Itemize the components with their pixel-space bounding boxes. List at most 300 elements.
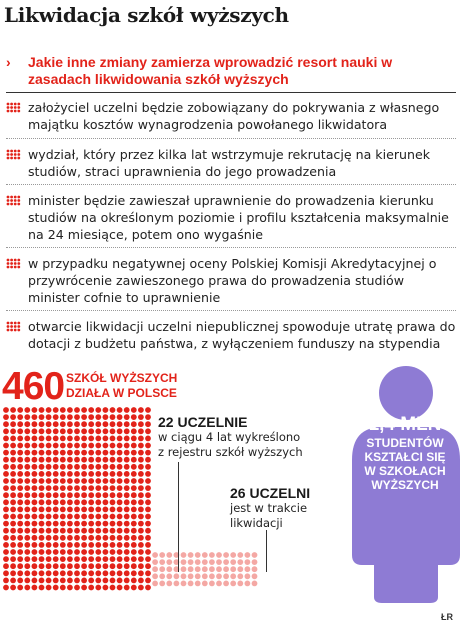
school-dot <box>117 535 123 541</box>
school-dot <box>74 471 80 477</box>
school-dot <box>145 407 151 413</box>
school-dot <box>110 471 116 477</box>
closed-school-dot <box>216 581 222 587</box>
list-item-text: otwarcie likwidacji uczelni niepublicznej spowoduje utratę prawa do dotacji z budżetu państwa, z wyłączeniem funduszy na stypendia <box>28 319 456 351</box>
school-dot <box>3 528 9 534</box>
school-dot <box>67 492 73 498</box>
closed-school-dot <box>152 552 158 558</box>
school-dot <box>117 428 123 434</box>
school-dot <box>74 542 80 548</box>
school-dot <box>60 499 66 505</box>
school-dot <box>10 436 16 442</box>
school-dot <box>81 450 87 456</box>
school-dot <box>46 507 52 513</box>
school-dot <box>103 528 109 534</box>
school-dot <box>138 485 144 491</box>
school-dot <box>74 443 80 449</box>
school-dot <box>117 528 123 534</box>
school-dot <box>103 570 109 576</box>
liquidation-stat <box>230 485 310 531</box>
school-dot <box>124 407 130 413</box>
school-dot <box>32 421 38 427</box>
school-dot <box>131 428 137 434</box>
school-dot <box>131 407 137 413</box>
school-dot <box>95 528 101 534</box>
school-dot <box>67 549 73 555</box>
school-dot <box>46 521 52 527</box>
closed-school-dot <box>195 552 201 558</box>
school-dot <box>131 542 137 548</box>
school-dot <box>88 421 94 427</box>
school-dot <box>67 542 73 548</box>
school-dot <box>67 421 73 427</box>
school-dot <box>10 507 16 513</box>
school-dot <box>10 428 16 434</box>
school-dot <box>24 492 30 498</box>
subtitle-text: Jakie inne zmiany zamierza wprowadzić resort nauki w zasadach likwidowania szkół wyższych <box>28 54 393 87</box>
school-dot <box>60 485 66 491</box>
list-item-text: założyciel uczelni będzie zobowiązany do pokrywania z własnego majątku kosztów wynagrodzenia powołanego likwidatora <box>28 100 440 132</box>
school-dot <box>117 521 123 527</box>
school-dot <box>53 485 59 491</box>
closed-school-dot <box>202 581 208 587</box>
school-dot <box>131 514 137 520</box>
school-dot <box>32 464 38 470</box>
school-dot <box>110 443 116 449</box>
school-dot <box>131 528 137 534</box>
school-dot <box>145 478 151 484</box>
school-dot <box>110 407 116 413</box>
school-dot <box>124 492 130 498</box>
school-dot <box>88 414 94 420</box>
school-dot <box>74 407 80 413</box>
school-dot <box>67 528 73 534</box>
school-dot <box>39 570 45 576</box>
closed-school-dot <box>166 573 172 579</box>
closed-school-dot <box>223 552 229 558</box>
school-dot <box>60 563 66 569</box>
school-dot <box>95 521 101 527</box>
school-dot <box>17 549 23 555</box>
school-dot <box>60 478 66 484</box>
school-dot <box>46 414 52 420</box>
school-dot <box>39 499 45 505</box>
school-dot <box>145 471 151 477</box>
school-dot <box>95 457 101 463</box>
school-dot <box>145 492 151 498</box>
school-dot <box>117 471 123 477</box>
closed-school-dot <box>188 552 194 558</box>
school-dot <box>81 514 87 520</box>
school-dot <box>110 414 116 420</box>
school-dot <box>32 499 38 505</box>
closed-school-dot <box>202 552 208 558</box>
school-dot <box>124 542 130 548</box>
school-dot <box>124 436 130 442</box>
school-dot <box>88 514 94 520</box>
school-dot <box>88 492 94 498</box>
school-dot <box>81 464 87 470</box>
school-dot <box>117 492 123 498</box>
school-dot <box>46 528 52 534</box>
closed-school-dot <box>223 581 229 587</box>
school-dot <box>32 528 38 534</box>
school-dot <box>81 492 87 498</box>
school-dot <box>3 421 9 427</box>
school-dot <box>10 414 16 420</box>
school-dot <box>88 443 94 449</box>
school-dot <box>110 507 116 513</box>
arrow-icon: › <box>6 54 11 70</box>
school-dot <box>53 521 59 527</box>
school-dot <box>95 436 101 442</box>
school-dot <box>10 556 16 562</box>
school-dot <box>46 556 52 562</box>
school-dot <box>39 478 45 484</box>
closed-school-dot <box>188 559 194 565</box>
school-dot <box>81 471 87 477</box>
school-dot <box>32 471 38 477</box>
school-dot <box>32 450 38 456</box>
school-dot <box>124 535 130 541</box>
school-dot <box>74 514 80 520</box>
school-dot <box>95 549 101 555</box>
school-dot <box>74 585 80 591</box>
school-dot <box>32 535 38 541</box>
school-dot <box>32 443 38 449</box>
school-dot <box>110 457 116 463</box>
school-dot <box>81 542 87 548</box>
school-dot <box>95 485 101 491</box>
school-dot <box>131 421 137 427</box>
school-dot <box>46 443 52 449</box>
school-dot <box>60 421 66 427</box>
school-dot <box>24 514 30 520</box>
school-dot <box>95 464 101 470</box>
school-dot <box>124 478 130 484</box>
school-dot <box>32 585 38 591</box>
school-dot <box>17 450 23 456</box>
school-dot <box>3 499 9 505</box>
school-dot <box>24 521 30 527</box>
closed-school-dot <box>230 566 236 572</box>
school-dot <box>67 485 73 491</box>
school-dot <box>24 478 30 484</box>
closed-school-dot <box>152 573 158 579</box>
closed-school-dot <box>188 573 194 579</box>
school-dot <box>103 464 109 470</box>
school-dot <box>60 450 66 456</box>
school-dot <box>10 578 16 584</box>
school-dot <box>145 464 151 470</box>
closed-school-dot <box>216 566 222 572</box>
school-dot <box>39 563 45 569</box>
school-dot <box>24 485 30 491</box>
school-dot <box>53 563 59 569</box>
school-dot <box>124 578 130 584</box>
closed-school-dot <box>237 581 243 587</box>
page-title: Likwidacja szkół wyższych <box>4 3 289 27</box>
school-dot <box>81 499 87 505</box>
school-dot <box>60 585 66 591</box>
school-dot <box>39 507 45 513</box>
school-dot <box>17 521 23 527</box>
school-dot <box>24 570 30 576</box>
closed-school-dot <box>159 581 165 587</box>
school-dot <box>24 464 30 470</box>
closed-school-dot <box>166 566 172 572</box>
school-dot <box>95 414 101 420</box>
school-dot <box>88 507 94 513</box>
school-dot <box>74 457 80 463</box>
school-dot <box>103 549 109 555</box>
school-dot <box>53 499 59 505</box>
school-dot <box>74 492 80 498</box>
school-dot <box>53 585 59 591</box>
school-dot <box>145 450 151 456</box>
school-dot <box>32 507 38 513</box>
school-dot <box>124 570 130 576</box>
school-dot <box>17 471 23 477</box>
school-dot <box>138 436 144 442</box>
school-dot <box>145 499 151 505</box>
school-dot <box>67 499 73 505</box>
school-dot <box>138 514 144 520</box>
school-dot <box>39 464 45 470</box>
school-dot <box>81 407 87 413</box>
school-dot <box>95 471 101 477</box>
school-dot <box>103 507 109 513</box>
school-dot <box>32 578 38 584</box>
school-dot <box>88 535 94 541</box>
school-dot <box>131 485 137 491</box>
closed-school-dot <box>166 552 172 558</box>
school-dot <box>17 414 23 420</box>
school-dot <box>39 485 45 491</box>
school-dot <box>138 471 144 477</box>
school-dot <box>88 428 94 434</box>
school-dot <box>3 414 9 420</box>
school-dot <box>3 556 9 562</box>
school-dot <box>24 421 30 427</box>
school-dot <box>39 443 45 449</box>
school-dot <box>145 556 151 562</box>
school-dot <box>103 436 109 442</box>
school-dot <box>88 464 94 470</box>
school-dot <box>17 556 23 562</box>
school-dot <box>124 414 130 420</box>
school-dot <box>81 578 87 584</box>
closed-school-dot <box>209 559 215 565</box>
school-dot <box>3 570 9 576</box>
school-dot <box>88 542 94 548</box>
school-dot <box>138 407 144 413</box>
closed-school-dot <box>159 566 165 572</box>
school-dot <box>131 443 137 449</box>
school-dot <box>46 514 52 520</box>
school-dot <box>117 578 123 584</box>
school-dot <box>46 457 52 463</box>
school-dot <box>39 521 45 527</box>
school-dot <box>88 556 94 562</box>
school-dot <box>10 478 16 484</box>
school-dot <box>124 450 130 456</box>
school-dot <box>138 421 144 427</box>
list-item-text: minister będzie zawieszał uprawnienie do prowadzenia kierunku studiów na określonym poziomie i profilu kształcenia maksymalnie na 24 miesiące, potem ono wygaśnie <box>28 193 449 242</box>
school-dot <box>10 471 16 477</box>
school-dot <box>138 570 144 576</box>
school-dot <box>131 414 137 420</box>
school-dot <box>17 514 23 520</box>
school-dot <box>110 478 116 484</box>
school-dot <box>46 436 52 442</box>
school-dot <box>46 542 52 548</box>
school-dot <box>60 414 66 420</box>
school-dot <box>88 570 94 576</box>
school-dot <box>17 563 23 569</box>
school-dot <box>131 478 137 484</box>
school-dot <box>24 436 30 442</box>
closed-school-dot <box>181 566 187 572</box>
total-label-1: SZKÓŁ WYŻSZYCH <box>66 371 178 385</box>
school-dot <box>17 464 23 470</box>
school-dot <box>10 570 16 576</box>
school-dot <box>110 549 116 555</box>
school-dot <box>145 585 151 591</box>
school-dot <box>74 414 80 420</box>
school-dot <box>17 421 23 427</box>
school-dot <box>145 521 151 527</box>
school-dot <box>60 507 66 513</box>
school-dot <box>3 471 9 477</box>
school-dot <box>138 542 144 548</box>
closed-school-dot <box>174 573 180 579</box>
school-dot <box>95 535 101 541</box>
closed-school-dot <box>252 573 258 579</box>
school-dot <box>145 563 151 569</box>
school-dot <box>60 443 66 449</box>
school-dot <box>110 492 116 498</box>
closed-school-dot <box>216 573 222 579</box>
school-dot <box>3 514 9 520</box>
school-dot <box>74 485 80 491</box>
school-dot <box>60 514 66 520</box>
school-dot <box>3 578 9 584</box>
students-label-1: STUDENTÓW <box>366 436 444 450</box>
school-dot <box>67 507 73 513</box>
school-dot <box>131 464 137 470</box>
school-dot <box>74 556 80 562</box>
school-dot <box>81 414 87 420</box>
closed-school-dot <box>181 559 187 565</box>
school-dot <box>74 464 80 470</box>
school-dot <box>74 570 80 576</box>
school-dot <box>46 421 52 427</box>
school-dot <box>17 570 23 576</box>
school-dot <box>10 514 16 520</box>
school-dot <box>124 485 130 491</box>
school-dot <box>10 450 16 456</box>
closed-school-dot <box>237 559 243 565</box>
school-dot <box>103 485 109 491</box>
school-dot <box>124 585 130 591</box>
school-dot <box>3 549 9 555</box>
school-dot <box>46 535 52 541</box>
school-dot <box>67 457 73 463</box>
school-dot <box>10 499 16 505</box>
school-dot <box>24 471 30 477</box>
school-dot <box>39 450 45 456</box>
school-dot <box>138 450 144 456</box>
school-dot <box>88 521 94 527</box>
school-dot <box>145 457 151 463</box>
list-item-text: w przypadku negatywnej oceny Polskiej Komisji Akredytacyjnej o przywrócenie zawieszonego prawa do prowadzenia studiów minister cofnie to uprawnienie <box>28 256 437 305</box>
school-dot <box>117 570 123 576</box>
closed-school-dot <box>252 566 258 572</box>
closed-school-dot <box>230 552 236 558</box>
school-dot <box>3 563 9 569</box>
school-dot <box>39 528 45 534</box>
school-dot <box>117 450 123 456</box>
school-dot <box>81 563 87 569</box>
school-dot <box>138 535 144 541</box>
closed-school-dot <box>209 552 215 558</box>
school-dot <box>3 478 9 484</box>
school-dot <box>138 528 144 534</box>
school-dot <box>32 556 38 562</box>
school-dot <box>131 578 137 584</box>
school-dot <box>131 457 137 463</box>
school-dot <box>103 428 109 434</box>
school-dot <box>117 507 123 513</box>
school-dot <box>53 528 59 534</box>
school-dot <box>145 549 151 555</box>
school-dot <box>88 485 94 491</box>
school-dot <box>60 549 66 555</box>
school-dot <box>88 457 94 463</box>
school-dot <box>131 471 137 477</box>
closed-school-dot <box>245 581 251 587</box>
removed-desc-2: z rejestru szkół wyższych <box>158 445 303 459</box>
school-dot <box>32 570 38 576</box>
school-dot <box>67 471 73 477</box>
school-dot <box>138 457 144 463</box>
removed-pointer-line <box>178 462 179 572</box>
school-dot <box>110 421 116 427</box>
closed-school-dot <box>252 552 258 558</box>
school-dot <box>124 528 130 534</box>
school-dot <box>32 542 38 548</box>
school-dot <box>74 450 80 456</box>
school-dot <box>95 450 101 456</box>
school-dot <box>103 471 109 477</box>
school-dot <box>81 478 87 484</box>
school-dot <box>110 464 116 470</box>
closed-school-dot <box>166 581 172 587</box>
students-stat <box>336 414 464 492</box>
school-dot <box>103 414 109 420</box>
school-dot <box>103 478 109 484</box>
school-dot <box>124 514 130 520</box>
school-dot <box>39 436 45 442</box>
closed-school-dot <box>152 566 158 572</box>
school-dot <box>74 499 80 505</box>
school-dot <box>3 507 9 513</box>
school-dot <box>39 421 45 427</box>
closed-school-dot <box>209 566 215 572</box>
total-label-2: DZIAŁA W POLSCE <box>66 386 177 400</box>
school-dot <box>117 549 123 555</box>
